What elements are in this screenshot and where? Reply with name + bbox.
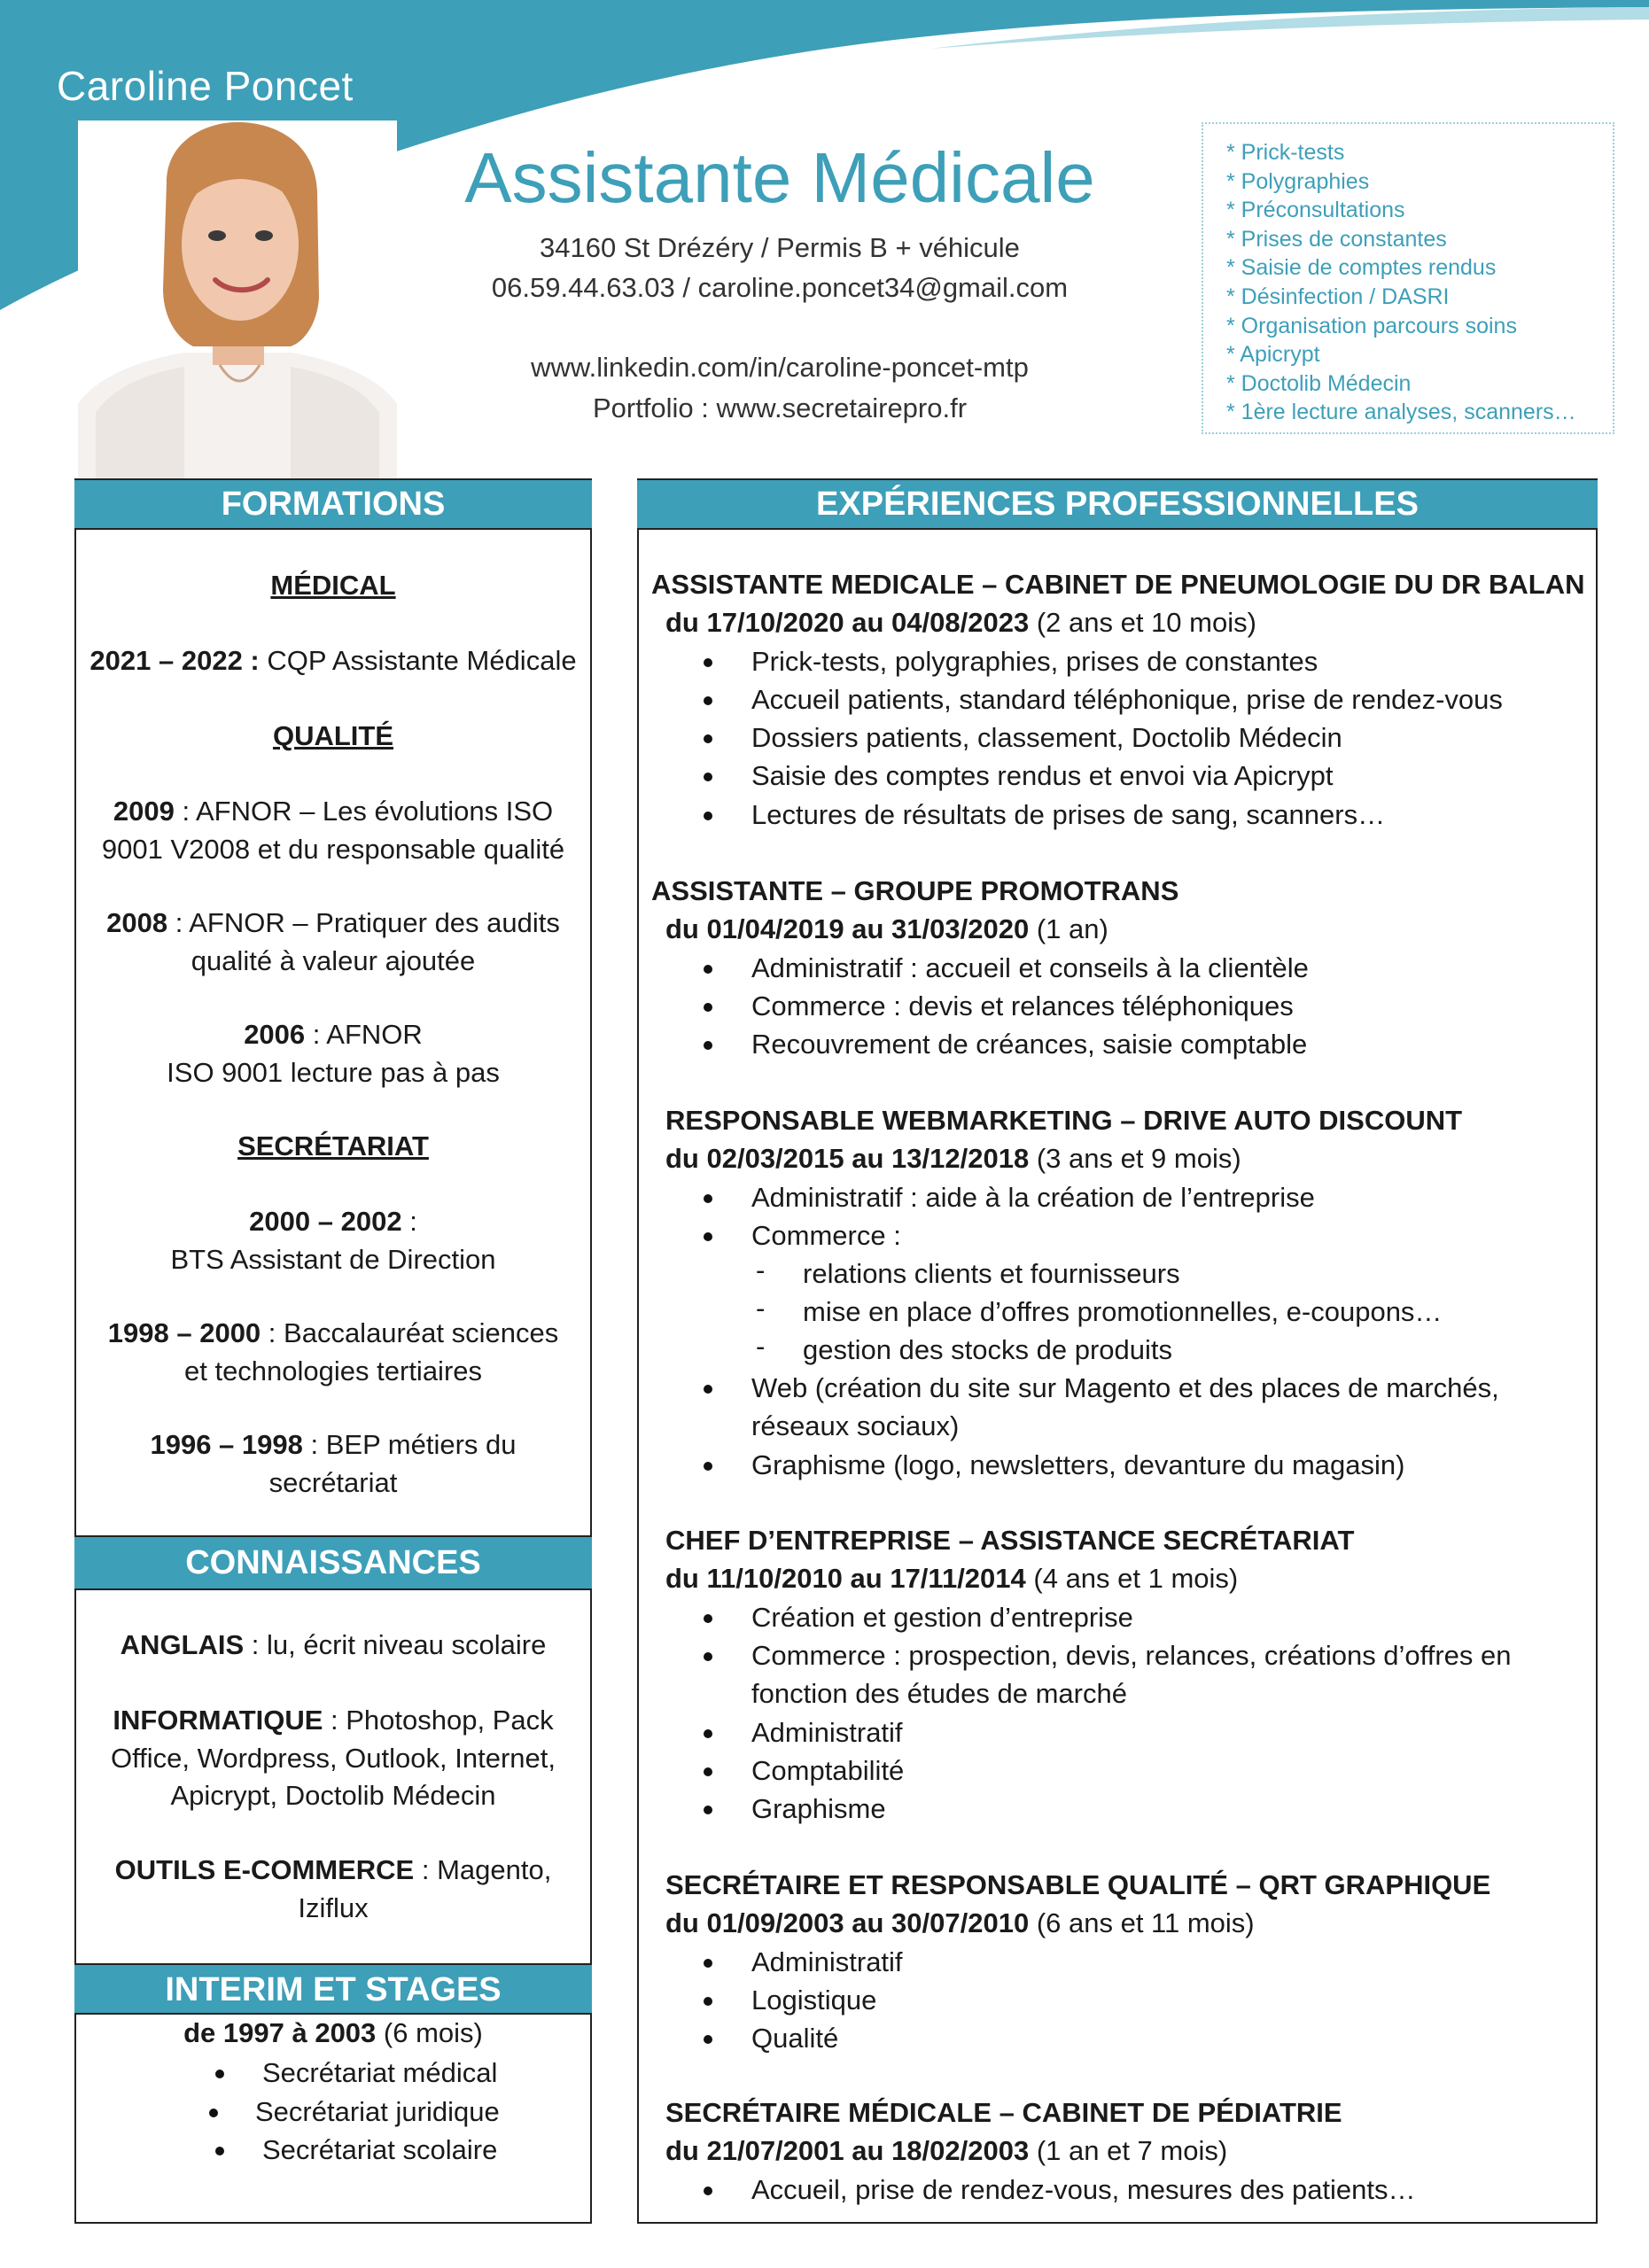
candidate-name: Caroline Poncet [57,63,354,109]
bullet-dot [704,1806,712,1814]
job-bullet: Accueil patients, standard téléphonique, prise de rendez-vous [751,684,1503,715]
bullet-dot [704,1194,712,1203]
job-bullet: Administratif [751,1946,903,1977]
connaissances-heading: CONNAISSANCES [74,1535,592,1590]
experiences-heading: EXPÉRIENCES PROFESSIONNELLES [637,478,1598,530]
job-title: Assistante Médicale [464,138,1095,217]
bullet-dot [704,1767,712,1776]
skill-item: * Prises de constantes [1226,226,1447,252]
job-bullet: Administratif : accueil et conseils à la clientèle [751,952,1309,983]
job-bullet: Qualité [751,2023,839,2054]
bullet-dot [704,1041,712,1050]
job-bullet: Graphisme (logo, newsletters, devanture du magasin) [751,1449,1405,1480]
bullet-dot [704,2035,712,2044]
job-bullet: Administratif [751,1717,903,1748]
interim-period: de 1997 à 2003 (6 mois) [183,2017,483,2048]
job-sub-bullet: gestion des stocks de produits [803,1334,1173,1365]
bullet-dot [704,1385,712,1394]
job-bullet: Lectures de résultats de prises de sang, scanners… [751,799,1386,830]
bullet-dot [704,696,712,705]
job-sub-bullet: mise en place d’offres promotionnelles, e-coupons… [803,1296,1443,1327]
portfolio-link[interactable]: Portfolio : www.secretairepro.fr [592,392,968,423]
skills-box [1202,122,1614,434]
formation-item: 2009 : AFNOR – Les évolutions ISO 9001 V2008 et du responsable qualité [101,796,565,865]
interim-item: Secrétariat scolaire [262,2134,498,2165]
skill-item: * Préconsultations [1226,198,1405,223]
job-title: SECRÉTAIRE ET RESPONSABLE QUALITÉ – QRT GRAPHIQUE [665,1869,1491,1900]
formation-item: 2021 – 2022 : CQP Assistante Médicale [89,645,577,676]
job-bullet: Commerce : [751,1220,901,1251]
bullet-dot [704,1232,712,1241]
skill-item: * Saisie de comptes rendus [1226,255,1497,281]
formations-heading: FORMATIONS [74,478,592,530]
job-bullet: Graphisme [751,1793,886,1824]
skill-item: * Prick-tests [1226,140,1345,165]
formation-item: 2008 : AFNOR – Pratiquer des audits qualité à valeur ajoutée [106,907,560,976]
linkedin-link[interactable]: www.linkedin.com/in/caroline-poncet-mtp [531,352,1029,383]
job-bullet: Prick-tests, polygraphies, prises de constantes [751,646,1318,677]
job-bullet: Logistique [751,1984,877,2016]
formation-item: 2000 – 2002 : BTS Assistant de Direction [170,1206,496,1275]
formation-item: 1998 – 2000 : Baccalauréat sciences et technologies tertiaires [107,1317,559,1386]
interim-item: Secrétariat médical [262,2057,498,2088]
bullet-dot [704,1462,712,1471]
job-title: ASSISTANTE – GROUPE PROMOTRANS [651,875,1179,906]
bullet-dot [704,1614,712,1623]
job-bullet-continued: fonction des études de marché [751,1678,1127,1709]
formation-item: 1996 – 1998 : BEP métiers du secrétariat [150,1429,517,1498]
job-title: RESPONSABLE WEBMARKETING – DRIVE AUTO DISCOUNT [665,1105,1463,1136]
job-dates: du 01/09/2003 au 30/07/2010 (6 ans et 11 mois) [665,1907,1255,1938]
skill-item: * 1ère lecture analyses, scanners… [1226,400,1576,425]
job-title: SECRÉTAIRE MÉDICALE – CABINET DE PÉDIATRIE [665,2097,1342,2128]
bullet-dot [704,773,712,781]
skill-item: * Doctolib Médecin [1226,370,1412,396]
skill-item: * Apicrypt [1226,342,1320,368]
secretariat-heading: SECRÉTARIAT [237,1130,429,1161]
job-dates: du 11/10/2010 au 17/11/2014 (4 ans et 1 mois) [665,1563,1239,1594]
sub-bullet-dash: - [756,1331,766,1362]
bullet-dot [704,658,712,667]
bullet-dot [215,2147,224,2155]
medical-heading: MÉDICAL [270,570,396,601]
bullet-dot [704,965,712,974]
quality-heading: QUALITÉ [272,720,394,751]
skill-item: * Polygraphies [1226,168,1370,194]
bullet-dot [704,734,712,743]
job-bullet-continued: réseaux sociaux) [751,1410,960,1441]
bullet-dot [215,2070,224,2078]
job-bullet: Recouvrement de créances, saisie comptable [751,1029,1308,1060]
job-bullet: Comptabilité [751,1755,905,1786]
sub-bullet-dash: - [756,1254,766,1285]
job-bullet: Administratif : aide à la création de l’entreprise [751,1182,1315,1213]
skill-it: INFORMATIQUE : Photoshop, Pack Office, Wordpress, Outlook, Internet, Apicrypt, Doctolib Médecin [111,1705,556,1811]
profile-photo [78,120,397,478]
interim-heading: INTERIM ET STAGES [74,1963,592,2015]
interim-item: Secrétariat juridique [255,2096,500,2127]
job-bullet: Web (création du site sur Magento et des places de marchés, [751,1372,1499,1403]
job-dates: du 01/04/2019 au 31/03/2020 (1 an) [665,913,1108,944]
bullet-dot [704,1729,712,1738]
formation-item: 2006 : AFNOR ISO 9001 lecture pas à pas [167,1019,500,1088]
job-dates: du 02/03/2015 au 13/12/2018 (3 ans et 9 mois) [665,1143,1241,1174]
bullet-dot [704,1652,712,1661]
bullet-dot [704,2186,712,2195]
job-dates: du 21/07/2001 au 18/02/2003 (1 an et 7 mois) [665,2135,1228,2166]
bullet-dot [704,1997,712,2006]
bullet-dot [704,812,712,820]
bullet-dot [209,2109,218,2117]
skill-ecommerce: OUTILS E-COMMERCE : Magento, Iziflux [114,1854,552,1923]
job-bullet: Commerce : devis et relances téléphoniques [751,990,1294,1021]
skill-english: ANGLAIS : lu, écrit niveau scolaire [120,1629,547,1660]
bullet-dot [704,1959,712,1968]
skill-item: * Désinfection / DASRI [1226,284,1450,309]
address-line: 34160 St Drézéry / Permis B + véhicule [540,232,1020,263]
job-sub-bullet: relations clients et fournisseurs [803,1258,1180,1289]
job-bullet: Commerce : prospection, devis, relances, créations d’offres en [751,1640,1512,1671]
phone-email-line: 06.59.44.63.03 / caroline.poncet34@gmail.com [491,272,1069,303]
bullet-dot [704,1003,712,1012]
job-bullet: Dossiers patients, classement, Doctolib Médecin [751,722,1342,753]
job-title: ASSISTANTE MEDICALE – CABINET DE PNEUMOLOGIE DU DR BALAN [651,569,1585,600]
job-dates: du 17/10/2020 au 04/08/2023 (2 ans et 10 mois) [665,607,1256,638]
skill-item: * Organisation parcours soins [1226,313,1517,338]
job-title: CHEF D’ENTREPRISE – ASSISTANCE SECRÉTARIAT [665,1525,1355,1556]
sub-bullet-dash: - [756,1293,766,1324]
job-bullet: Création et gestion d’entreprise [751,1602,1133,1633]
job-bullet: Saisie des comptes rendus et envoi via Apicrypt [751,760,1334,791]
job-bullet: Accueil, prise de rendez-vous, mesures des patients… [751,2174,1416,2205]
